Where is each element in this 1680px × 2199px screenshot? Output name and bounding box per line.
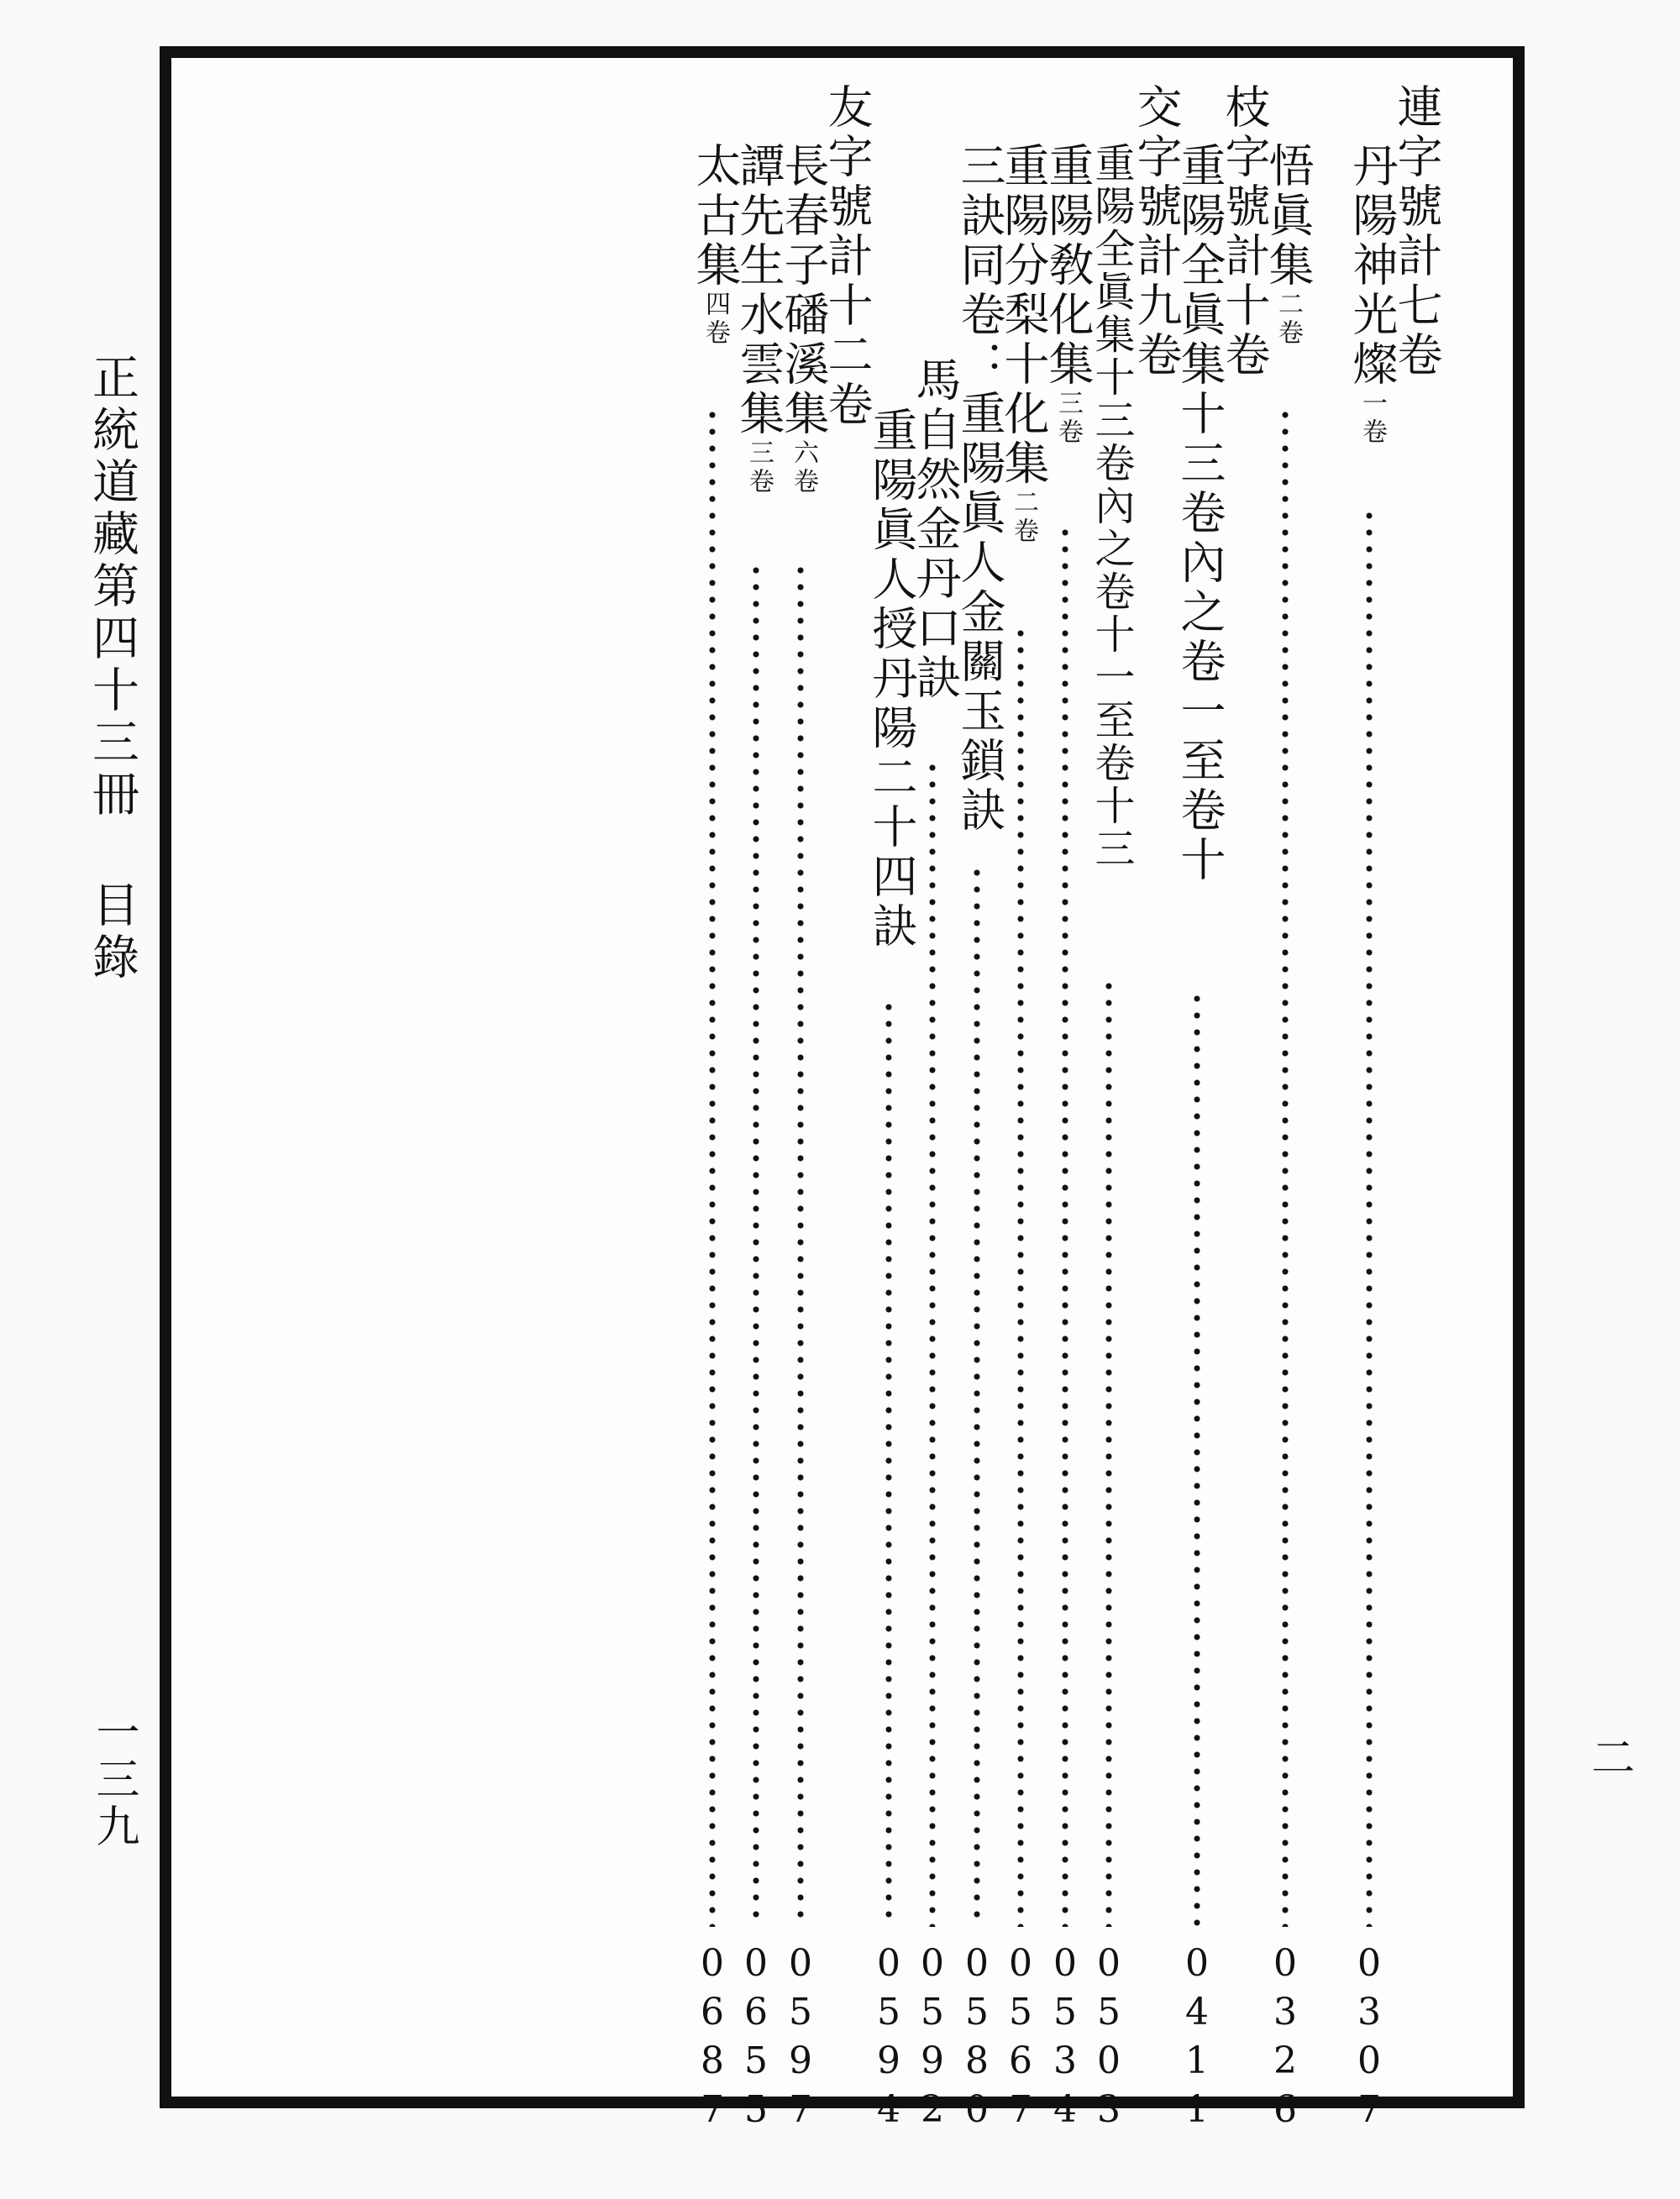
section-heading: 友字號計十二卷 (821, 83, 874, 430)
volume-title (74, 353, 150, 984)
leader-dots (752, 562, 760, 1927)
toc-entry-title[interactable] (1345, 142, 1399, 447)
page-number: 0 5 3 4 (1053, 1942, 1077, 2131)
leader-dots (1016, 625, 1025, 1927)
entry-main-text: 重陽全眞集十三卷內之卷十一至卷十三 (1088, 142, 1135, 870)
section-heading: 交字號計九卷 (1130, 83, 1183, 380)
volume-title-section: 目錄 (85, 880, 139, 984)
contents-frame (160, 46, 1525, 2131)
volume-title-main: 正統道藏第四十三冊 (85, 353, 139, 821)
entry-note: 六卷 (789, 439, 818, 496)
entry-main-text: 丹陽神光燦 (1346, 142, 1399, 390)
leader-dots (885, 999, 893, 1927)
leader-dots (973, 864, 981, 1927)
leader-dots (796, 562, 805, 1927)
page-number: 0 3 2 6 (1273, 1942, 1297, 2131)
entry-note: 一卷 (1357, 390, 1387, 447)
page-number: 0 5 8 0 (965, 1942, 989, 2131)
entry-main-text: 重陽眞人授丹陽二十四訣 (865, 407, 918, 952)
section-heading: 枝字號計十卷 (1218, 83, 1271, 380)
page-number: 0 6 8 7 (701, 1942, 724, 2131)
page-number: 0 5 9 7 (789, 1942, 812, 2131)
page-number: 0 6 5 5 (744, 1942, 768, 2131)
entry-main-text: 重陽分梨十化集 (997, 142, 1050, 489)
leader-dots (708, 407, 717, 1927)
page-number: 0 5 6 7 (1009, 1942, 1032, 2131)
toc-entry-title[interactable] (688, 142, 742, 348)
toc-entry-title[interactable] (864, 407, 918, 952)
entry-note: 二卷 (1009, 489, 1038, 546)
entry-note: 三卷 (1053, 390, 1083, 447)
entry-note: 三卷 (744, 439, 774, 496)
entry-main-text: 悟眞集 (1262, 142, 1315, 291)
page-number: 0 5 9 4 (877, 1942, 900, 2131)
entry-main-text: 長春子磻溪集 (777, 142, 830, 439)
leader-dots (1061, 524, 1069, 1927)
entry-note: 四卷 (701, 291, 730, 348)
entry-main-text: 三訣同卷：重陽眞人金關玉鎖訣 (953, 142, 1006, 836)
entry-note: 二卷 (1273, 291, 1303, 348)
page-number: 0 5 0 3 (1097, 1942, 1121, 2131)
entry-main-text: 譚先生水雲集 (732, 142, 785, 439)
entry-main-text: 太古集 (689, 142, 742, 291)
page-number: 0 4 1 1 (1185, 1942, 1209, 2131)
page-number: 0 5 9 2 (921, 1942, 944, 2131)
leader-dots (1105, 978, 1113, 1927)
leader-dots (1193, 990, 1201, 1927)
right-page-number: 二 (1583, 1735, 1634, 1778)
leader-dots (1281, 407, 1289, 1927)
leader-dots (928, 759, 937, 1927)
entry-main-text: 重陽敎化集 (1042, 142, 1095, 390)
section-heading: 連字號計七卷 (1390, 83, 1443, 380)
left-page-number: 一三九 (88, 1709, 139, 1850)
leader-dots (1365, 507, 1373, 1927)
entry-main-text: 重陽全眞集十三卷內之卷一至卷十 (1173, 142, 1226, 885)
entry-main-text: 馬自然金丹口訣 (909, 356, 962, 703)
page-number: 0 3 0 7 (1357, 1942, 1381, 2131)
